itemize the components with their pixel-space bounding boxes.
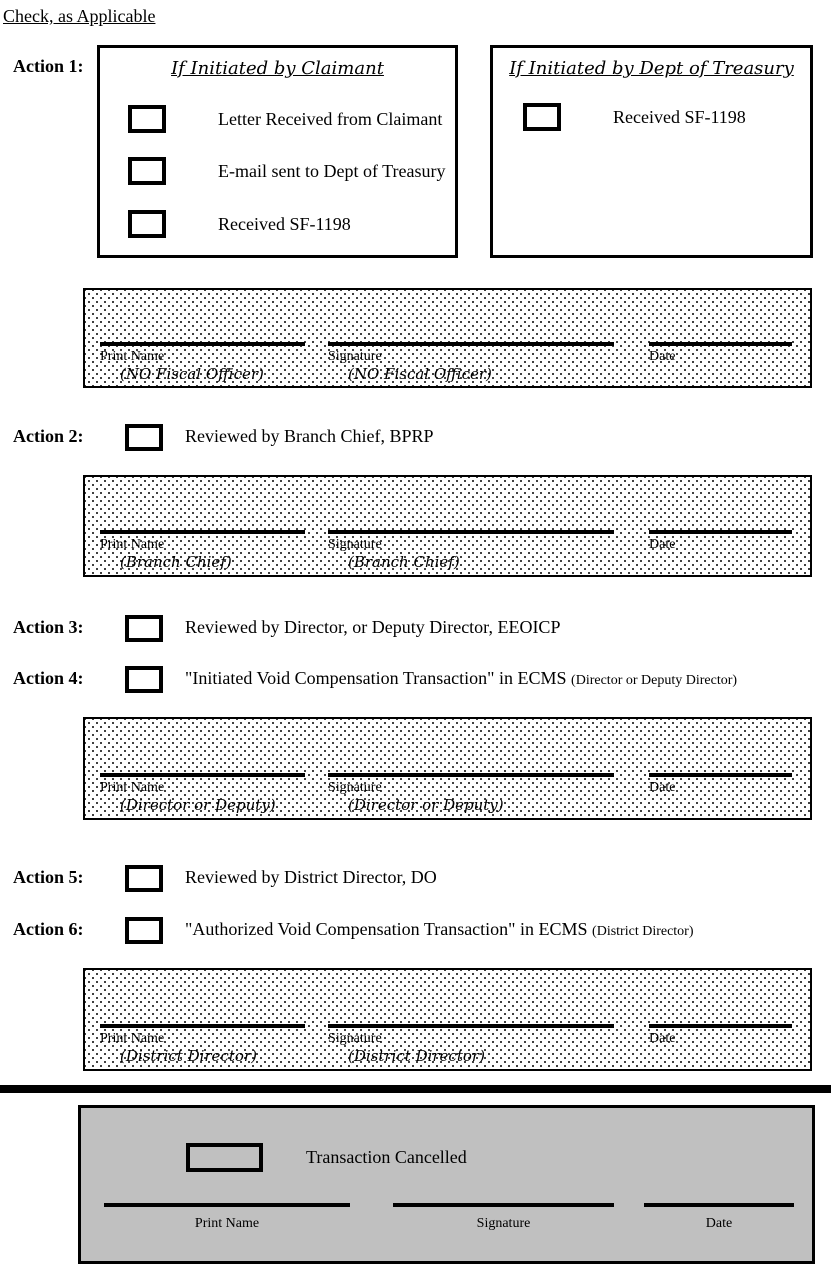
action-4-text [185,668,737,689]
date-line[interactable] [649,342,792,346]
transaction-cancelled-box [78,1105,815,1264]
letter-received-checkbox[interactable] [128,105,166,133]
checkbox-label: Received SF-1198 [218,214,351,234]
print-name-role: (Branch Chief) [120,553,232,571]
action-2-text [185,426,433,447]
received-sf1198-treasury-checkbox[interactable] [523,103,561,131]
signature-field [328,773,614,814]
signature-line[interactable] [328,773,614,777]
action-6-label: Action 6: [13,919,84,939]
date-label: Date [649,780,676,795]
action-4-row [0,666,831,696]
action-6-row [0,917,831,947]
action-3-checkbox[interactable] [125,615,163,642]
print-name-line[interactable] [100,530,305,534]
action-4-note: (Director or Deputy Director) [571,673,738,688]
signature-label: Signature [328,1031,382,1046]
action-3-label: Action 3: [13,617,84,637]
action-2-text-main: Reviewed by Branch Chief, BPRP [185,426,434,446]
print-name-line[interactable] [100,1024,305,1028]
action-4-text-main: "Initiated Void Compensation Transaction" in ECMS [185,668,572,688]
action-5-checkbox[interactable] [125,865,163,892]
action-1-label: Action 1: [13,56,84,76]
signature-field [328,530,614,571]
signature-label: Signature [476,1216,531,1231]
action-3-text [185,617,560,638]
checkbox-label: E-mail sent to Dept of Treasury [218,161,446,181]
signature-field [328,342,614,383]
date-line[interactable] [649,530,792,534]
action-4-label: Action 4: [13,668,84,688]
print-name-label: Print Name [100,1031,165,1046]
signature-block-director-deputy [83,717,812,820]
signature-label: Signature [328,349,382,364]
checkbox-row [128,105,443,133]
print-name-role: (District Director) [120,1047,257,1065]
print-name-line[interactable] [104,1203,350,1207]
date-line[interactable] [649,1024,792,1028]
checkbox-label: Letter Received from Claimant [218,109,443,129]
date-label: Date [649,537,676,552]
date-field [649,773,792,796]
transaction-cancelled-label: Transaction Cancelled [306,1147,467,1167]
transaction-cancelled-checkbox[interactable] [186,1143,263,1172]
signature-field [393,1203,614,1232]
action-5-text-main: Reviewed by District Director, DO [185,867,437,887]
checkbox-label: Received SF-1198 [613,107,746,127]
action-5-label: Action 5: [13,867,84,887]
date-line[interactable] [644,1203,794,1207]
print-name-role: (NO Fiscal Officer) [120,365,264,383]
initiated-by-treasury-box [490,45,813,258]
print-name-role: (Director or Deputy) [120,796,276,814]
action-3-row [0,615,831,645]
checkbox-row [128,157,446,185]
print-name-field [104,1203,350,1232]
print-name-label: Print Name [100,349,165,364]
print-name-field [100,342,305,383]
signature-block-branch-chief [83,475,812,577]
checkbox-row [128,210,351,238]
action-6-text [185,919,694,940]
date-label: Date [649,1031,676,1046]
signature-line[interactable] [393,1203,614,1207]
signature-line[interactable] [328,342,614,346]
checkbox-row [523,103,746,131]
action-6-checkbox[interactable] [125,917,163,944]
date-field [649,342,792,365]
print-name-field [100,773,305,814]
print-name-field [100,1024,305,1065]
print-name-label: Print Name [100,780,165,795]
date-field [649,1024,792,1047]
date-line[interactable] [649,773,792,777]
action-5-row [0,865,831,895]
signature-role: (Director or Deputy) [348,796,504,814]
signature-block-district-director [83,968,812,1071]
print-name-line[interactable] [100,342,305,346]
signature-block-fiscal-officer [83,288,812,388]
action-6-note: (District Director) [592,924,694,939]
signature-line[interactable] [328,1024,614,1028]
treasury-box-header: If Initiated by Dept of Treasury [509,58,794,79]
initiated-by-claimant-box [97,45,458,258]
print-name-label: Print Name [100,537,165,552]
received-sf1198-claimant-checkbox[interactable] [128,210,166,238]
print-name-label: Print Name [194,1216,260,1231]
action-6-text-main: "Authorized Void Compensation Transaction" in ECMS [185,919,593,939]
date-field [649,530,792,553]
date-field [644,1203,794,1232]
signature-line[interactable] [328,530,614,534]
action-3-text-main: Reviewed by Director, or Deputy Director, EEOICP [185,617,561,637]
action-2-row [0,424,831,454]
claimant-box-header: If Initiated by Claimant [171,58,384,79]
signature-field [328,1024,614,1065]
print-name-line[interactable] [100,773,305,777]
page-title: Check, as Applicable [3,6,156,26]
action-2-label: Action 2: [13,426,84,446]
action-5-text [185,867,437,888]
signature-role: (Branch Chief) [348,553,460,571]
print-name-field [100,530,305,571]
signature-role: (NO Fiscal Officer) [348,365,492,383]
signature-label: Signature [328,537,382,552]
email-sent-checkbox[interactable] [128,157,166,185]
action-2-checkbox[interactable] [125,424,163,451]
section-divider-rule [0,1085,831,1093]
signature-label: Signature [328,780,382,795]
signature-role: (District Director) [348,1047,485,1065]
date-label: Date [705,1216,733,1231]
action-4-checkbox[interactable] [125,666,163,693]
date-label: Date [649,349,676,364]
